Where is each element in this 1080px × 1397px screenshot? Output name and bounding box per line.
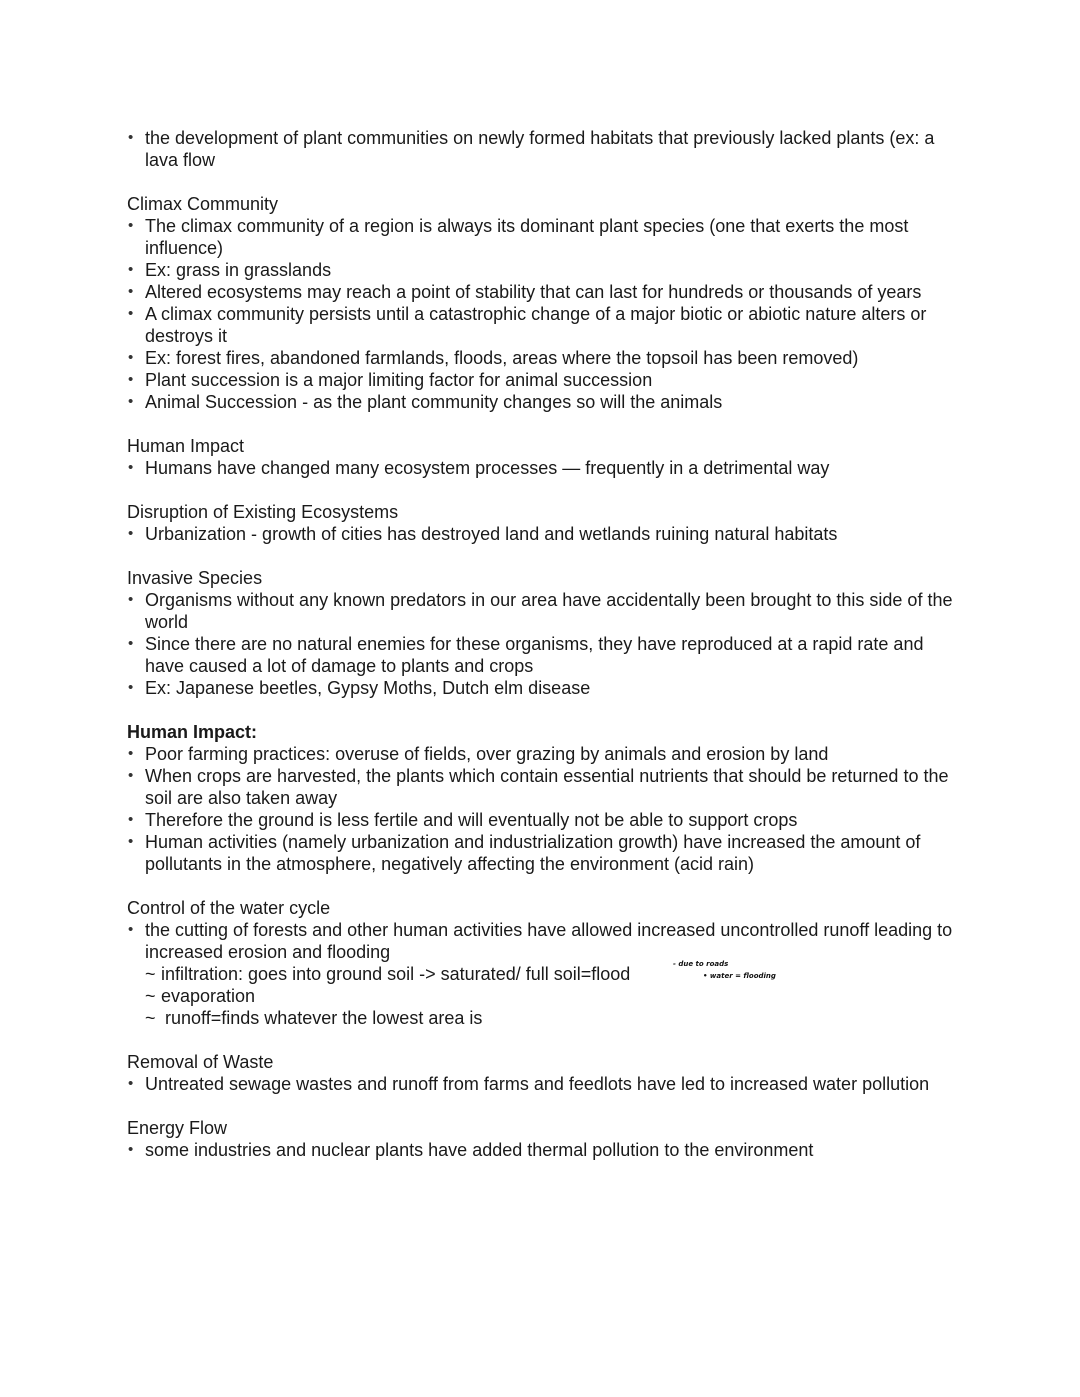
section-heading: Human Impact: [127, 436, 245, 456]
section-heading: Control of the water cycle: [127, 898, 331, 918]
list-item: • Ex: forest fires, abandoned farmlands, floods, areas where the topsoil has been removed): [127, 347, 967, 369]
list-item: • Organisms without any known predators in our area have accidentally been brought to this side of the world: [127, 589, 967, 633]
list-item: • Plant succession is a major limiting factor for animal succession: [127, 369, 967, 391]
section-heading: Energy Flow: [127, 1118, 228, 1138]
list-item: • Animal Succession - as the plant community changes so will the animals: [127, 391, 967, 413]
list-item: • The climax community of a region is always its dominant plant species (one that exerts the most influence): [127, 215, 967, 259]
energy-flow-section: [127, 1117, 967, 1161]
intro-section: [127, 127, 967, 171]
list-item: • the development of plant communities on newly formed habitats that previously lacked plants (ex: a lava flow: [127, 127, 967, 171]
list-item: • Since there are no natural enemies for these organisms, they have reproduced at a rapid rate and have caused a lot of damage to plants and crops: [127, 633, 967, 677]
waste-bullet-list: [127, 1073, 967, 1095]
removal-of-waste-section: [127, 1051, 967, 1095]
tilde-marker: ~: [145, 986, 156, 1006]
intro-bullet-list: [127, 127, 967, 171]
list-item: • A climax community persists until a catastrophic change of a major biotic or abiotic nature alters or destroys it: [127, 303, 967, 347]
list-item: • the cutting of forests and other human activities have allowed increased uncontrolled runoff leading to increased erosion and flooding: [127, 919, 967, 963]
invasive-species-section: [127, 567, 967, 699]
list-item: • some industries and nuclear plants have added thermal pollution to the environment: [127, 1139, 967, 1161]
human-impact-2-bullet-list: [127, 743, 967, 875]
annotation-line-1: - due to roads: [673, 960, 729, 968]
sub-item-evaporation: [127, 985, 967, 1007]
list-item: • Untreated sewage wastes and runoff from farms and feedlots have led to increased water pollution: [127, 1073, 967, 1095]
disruption-section: [127, 501, 967, 545]
list-item: • Humans have changed many ecosystem processes — frequently in a detrimental way: [127, 457, 967, 479]
list-item: • Altered ecosystems may reach a point of stability that can last for hundreds or thousands of years: [127, 281, 967, 303]
list-item: • Ex: Japanese beetles, Gypsy Moths, Dutch elm disease: [127, 677, 967, 699]
list-item: • Ex: grass in grasslands: [127, 259, 967, 281]
handwritten-annotation: [673, 956, 823, 986]
section-heading: Human Impact:: [127, 722, 258, 742]
water-cycle-section: [127, 897, 967, 1029]
list-item: • Urbanization - growth of cities has destroyed land and wetlands ruining natural habitats: [127, 523, 967, 545]
human-impact-bold-section: [127, 721, 967, 875]
list-item: • Therefore the ground is less fertile and will eventually not be able to support crops: [127, 809, 967, 831]
section-heading: Disruption of Existing Ecosystems: [127, 502, 399, 522]
notes-content: [127, 127, 967, 1161]
handwritten-annotation-svg: [673, 956, 823, 986]
climax-community-section: [127, 193, 967, 413]
sub-item-text: infiltration: goes into ground soil -> saturated/ full soil=flood: [161, 964, 631, 984]
sub-item-infiltration: [127, 963, 967, 985]
list-item: • Human activities (namely urbanization and industrialization growth) have increased the amount of pollutants in the atmosphere, negatively affecting the environment (acid rain): [127, 831, 967, 875]
list-item: • Poor farming practices: overuse of fields, over grazing by animals and erosion by land: [127, 743, 967, 765]
sub-item-text: evaporation: [161, 986, 256, 1006]
energy-bullet-list: [127, 1139, 967, 1161]
section-heading: Invasive Species: [127, 568, 263, 588]
sub-item-runoff: [127, 1007, 967, 1029]
sub-item-text: runoff=finds whatever the lowest area is: [165, 1008, 483, 1028]
list-item: • When crops are harvested, the plants which contain essential nutrients that should be returned to the soil are also taken away: [127, 765, 967, 809]
section-heading: Climax Community: [127, 194, 279, 214]
human-impact-section: [127, 435, 967, 479]
annotation-line-2: • water = flooding: [703, 972, 776, 980]
water-cycle-bullet-list: [127, 919, 967, 963]
climax-bullet-list: [127, 215, 967, 413]
invasive-bullet-list: [127, 589, 967, 699]
human-impact-bullet-list: [127, 457, 967, 479]
section-heading: Removal of Waste: [127, 1052, 274, 1072]
tilde-marker: ~: [145, 1008, 156, 1028]
tilde-marker: ~: [145, 964, 156, 984]
disruption-bullet-list: [127, 523, 967, 545]
